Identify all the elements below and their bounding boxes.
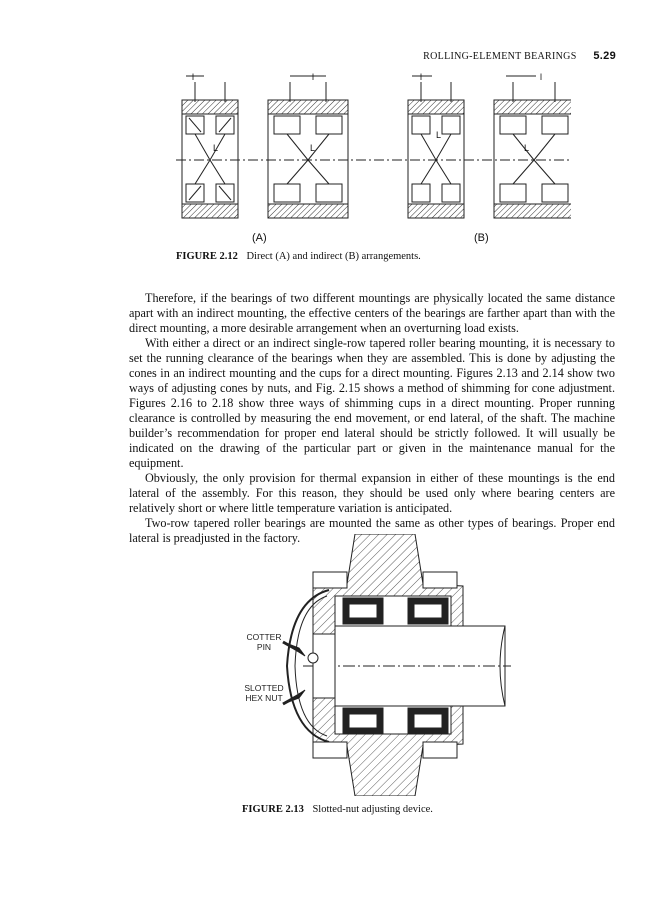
caption-number: FIGURE 2.13 <box>242 804 304 815</box>
bearing-pair-b1 <box>408 76 464 218</box>
bearing-pair-a2 <box>268 76 348 218</box>
bearing-pair-a1 <box>182 76 238 218</box>
callout-cotter-pin: COTTER PIN <box>246 632 282 652</box>
paragraph: Obviously, the only provision for thermal expansion in either of these mountings is the end lateral of the assembly. For this reason, they should be used only where bearing centers are relatively short or where little temperature variation is anticipated. <box>129 471 615 515</box>
figure-2-12-caption <box>176 251 421 262</box>
page-number: 5.29 <box>593 50 616 62</box>
callout-slotted-hex-nut: SLOTTED HEX NUT <box>244 683 284 703</box>
figure-label-b: (B) <box>474 232 489 244</box>
dim-label-L-a2: L <box>310 143 316 153</box>
dim-label-l-a1: l <box>192 72 194 82</box>
caption-text: Direct (A) and indirect (B) arrangements. <box>246 251 421 262</box>
dim-label-L-b2: L <box>524 143 530 153</box>
running-header <box>423 50 616 62</box>
figure-label-a: (A) <box>252 232 267 244</box>
dim-label-L-a1: L <box>213 143 219 153</box>
paragraph: Two-row tapered roller bearings are mounted the same as other types of bearings. Proper end lateral is preadjusted in the factory. <box>129 516 615 545</box>
running-title: ROLLING-ELEMENT BEARINGS <box>423 51 577 62</box>
body-text <box>129 291 615 546</box>
dim-label-l-a2: l <box>312 72 314 82</box>
bearing-pair-b2 <box>494 76 571 218</box>
dim-label-l-b1: l <box>420 72 422 82</box>
dim-label-L-b1: L <box>436 130 442 140</box>
figure-2-13-caption <box>242 804 433 815</box>
figure-2-13-drawing <box>243 534 511 796</box>
caption-text: Slotted-nut adjusting device. <box>312 804 433 815</box>
figure-2-12-drawing <box>176 72 571 242</box>
paragraph: Therefore, if the bearings of two different mountings are physically located the same distance apart with an indirect mounting, the effective centers of the bearings are farther apart than with the direct mounting, a more desirable arrangement when an overturning load exists. <box>129 291 615 335</box>
paragraph: With either a direct or an indirect single-row tapered roller bearing mounting, it is necessary to set the running clearance of the bearings when they are assembled. This is done by adjusting the cones in an indirect mounting and the cups for a direct mounting. Figures 2.13 and 2.14 show two ways of adjusting cones by nuts, and Fig. 2.15 shows a method of shimming for cone adjustment. Figures 2.16 to 2.18 show three ways of shimming cups in a direct mounting. Proper running clearance is controlled by measuring the end movement, or end lateral, of the shaft. The machine builder’s recommendation for proper end lateral should be strictly followed. It will usually be indicated on the drawing of the particular part or given in the maintenance manual for the equipment. <box>129 336 615 470</box>
dim-label-l-b2: l <box>540 72 542 82</box>
caption-number: FIGURE 2.12 <box>176 251 238 262</box>
